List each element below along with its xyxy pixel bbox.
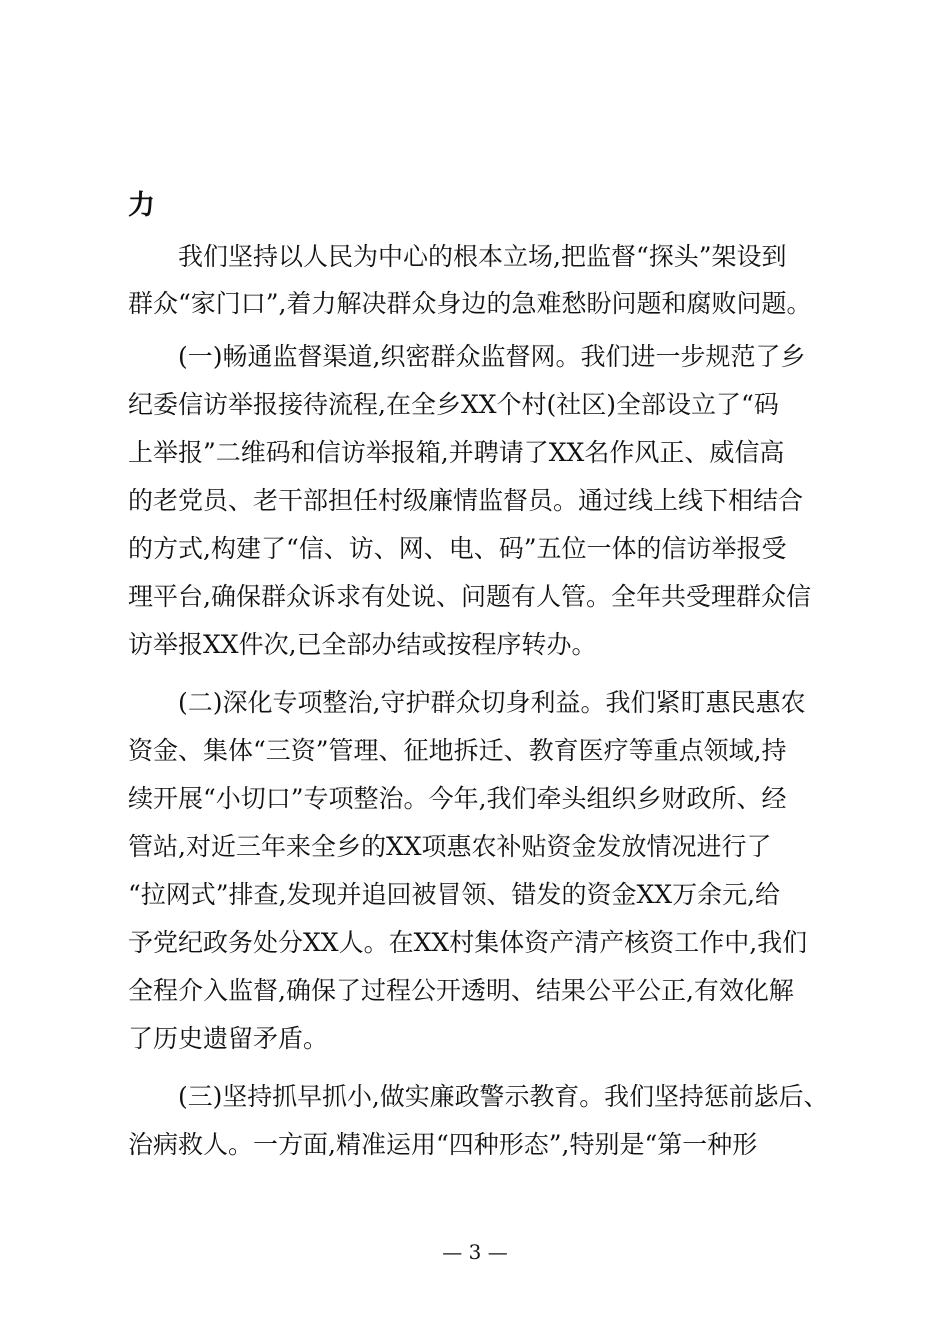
paragraph-1-line-2: 群众“家门口”,着力解决群众身边的急难愁盼问题和腐败问题。 [128,289,812,318]
paragraph-3-line-7: 全程介入监督,确保了过程公开透明、结果公平公正,有效化解 [128,976,794,1005]
paragraph-2-line-3: 上举报”二维码和信访举报箱,并聘请了XX名作风正、威信高 [128,438,785,467]
paragraph-3-line-4: 管站,对近三年来全乡的XX项惠农补贴资金发放情况进行了 [128,832,772,861]
paragraph-3-line-8: 了历史遗留矛盾。 [128,1024,329,1053]
paragraph-1-line-1: 我们坚持以人民为中心的根本立场,把监督“探头”架设到 [178,242,787,271]
paragraph-3-line-1: (二)深化专项整治,守护群众切身利益。我们紧盯惠民惠农 [178,688,806,717]
heading-fragment: 力 [128,190,155,221]
paragraph-2-line-4: 的老党员、老干部担任村级廉情监督员。通过线上线下相结合 [128,486,804,515]
paragraph-4-line-2: 治病救人。一方面,精准运用“四种形态”,特别是“第一种形 [128,1130,758,1159]
paragraph-3-line-5: “拉网式”排查,发现并追回被冒领、错发的资金XX万余元,给 [128,880,781,909]
paragraph-2-line-5: 的方式,构建了“信、访、网、电、码”五位一体的信访举报受 [128,534,787,563]
paragraph-2-line-7: 访举报XX件次,已全部办结或按程序转办。 [128,630,597,659]
paragraph-3-line-3: 续开展“小切口”专项整治。今年,我们牵头组织乡财政所、经 [128,784,787,813]
paragraph-2-line-2: 纪委信访举报接待流程,在全乡XX个村(社区)全部设立了“码 [128,390,779,419]
paragraph-3-line-2: 资金、集体“三资”管理、征地拆迁、教育医疗等重点领域,持 [128,736,787,765]
paragraph-4-line-1: (三)坚持抓早抓小,做实廉政警示教育。我们坚持惩前毖后、 [178,1082,829,1111]
paragraph-2-line-1: (一)畅通监督渠道,织密群众监督网。我们进一步规范了乡 [178,342,806,371]
paragraph-3-line-6: 予党纪政务处分XX人。在XX村集体资产清产核资工作中,我们 [128,928,808,957]
paragraph-2-line-6: 理平台,确保群众诉求有处说、问题有人管。全年共受理群众信 [128,582,811,611]
page-number: — 3 — [442,1240,508,1264]
